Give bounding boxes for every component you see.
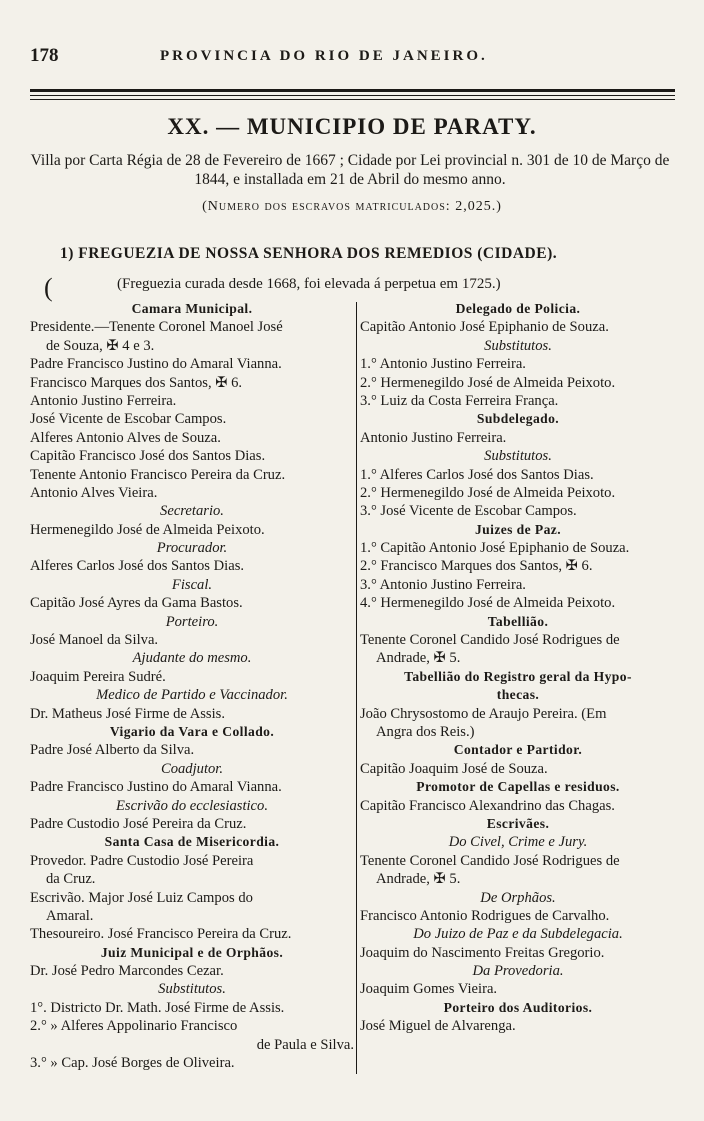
right-subsection-label: De Orphãos.: [480, 889, 556, 906]
column-divider: [356, 302, 357, 1074]
right-list-entry: Antonio Justino Ferreira.: [360, 429, 507, 446]
right-section-heading: Juizes de Paz.: [474, 521, 561, 537]
municipality-intro: Villa por Carta Régia de 28 de Fevereiro de 1667 ; Cidade por Lei provincial n. 301 de 10 de Março de 1844, e installada em 21 de Abril do mesmo anno.: [30, 152, 670, 188]
right-list-entry: 3.° José Vicente de Escobar Campos.: [360, 503, 577, 520]
left-list-entry: 2.° » Alferes Appolinario Francisco: [30, 1018, 238, 1035]
left-list-entry: 3.° » Cap. José Borges de Oliveira.: [30, 1055, 235, 1072]
slave-count-note: (Numero dos escravos matriculados: 2,025.): [202, 199, 502, 214]
right-subsection-label: Do Civel, Crime e Jury.: [448, 834, 588, 851]
parish-title: 1) FREGUEZIA DE NOSSA SENHORA DOS REMEDIOS (CIDADE).: [60, 245, 558, 262]
right-section-heading: thecas.: [496, 687, 540, 703]
right-section-heading: Contador e Partidor.: [453, 742, 583, 758]
left-section-heading: Juiz Municipal e de Orphãos.: [100, 944, 284, 960]
right-subsection-label: Do Juizo de Paz e da Subdelegacia.: [413, 926, 623, 943]
right-section-heading: Promotor de Capellas e residuos.: [416, 779, 620, 795]
right-list-entry: 1.° Capitão Antonio José Epiphanio de Souza.: [360, 540, 630, 557]
right-section-heading: Tabellião do Registro geral da Hypo-: [404, 668, 632, 684]
right-section-heading: Delegado de Policia.: [455, 301, 581, 316]
right-list-entry-continuation: Andrade, ✠ 5.: [376, 650, 461, 667]
right-list-entry: 3.° Antonio Justino Ferreira.: [360, 576, 526, 593]
left-list-entry: José Manoel da Silva.: [30, 632, 159, 649]
left-list-entry: Padre Francisco Justino do Amaral Vianna.: [30, 779, 282, 796]
header-rule-thin-lower: [30, 99, 675, 100]
left-list-entry: Escrivão. Major José Luiz Campos do: [30, 889, 253, 906]
left-subsection-label: Fiscal.: [171, 576, 213, 593]
right-list-entry: 1.° Antonio Justino Ferreira.: [360, 356, 526, 373]
left-subsection-label: Medico de Partido e Vaccinador.: [96, 687, 288, 704]
left-list-entry: Provedor. Padre Custodio José Pereira: [30, 852, 254, 869]
right-section-heading: Tabellião.: [487, 613, 549, 629]
left-list-entry-continuation: Amaral.: [46, 907, 94, 924]
left-list-entry: Dr. José Pedro Marcondes Cezar.: [30, 963, 224, 980]
parish-note: (Freguezia curada desde 1668, foi elevada á perpetua em 1725.): [117, 276, 501, 292]
page-number: 178: [30, 45, 59, 66]
right-list-entry: 2.° Hermenegildo José de Almeida Peixoto.: [360, 484, 616, 501]
right-list-entry: Joaquim do Nascimento Freitas Gregorio.: [360, 944, 605, 961]
left-column: [30, 300, 354, 1072]
left-subsection-label: Secretario.: [160, 503, 224, 520]
left-list-entry: Antonio Alves Vieira.: [30, 484, 158, 501]
right-section-heading: Escrivães.: [486, 815, 550, 831]
left-subsection-label: Ajudante do mesmo.: [132, 650, 252, 667]
left-list-entry: Hermenegildo José de Almeida Peixoto.: [30, 521, 265, 538]
right-section-heading: Subdelegado.: [476, 411, 560, 427]
left-list-entry: José Vicente de Escobar Campos.: [30, 411, 227, 428]
left-section-heading: Vigario da Vara e Collado.: [109, 723, 275, 739]
left-list-entry: Tenente Antonio Francisco Pereira da Cruz.: [30, 466, 286, 483]
right-list-entry: Capitão Antonio José Epiphanio de Souza.: [360, 319, 609, 336]
handwritten-bracket-mark: (: [44, 273, 53, 302]
left-list-entry: Capitão Francisco José dos Santos Dias.: [30, 448, 266, 465]
right-column: [360, 300, 676, 1036]
right-list-entry: 3.° Luiz da Costa Ferreira França.: [360, 392, 559, 409]
header-rule-thin: [30, 95, 675, 96]
left-subsection-label: Procurador.: [156, 540, 228, 557]
left-section-heading: Santa Casa de Misericordia.: [104, 834, 280, 850]
left-subsection-label: Porteiro.: [165, 613, 219, 630]
right-list-entry: 2.° Francisco Marques dos Santos, ✠ 6.: [360, 558, 593, 575]
right-subsection-label: Da Provedoria.: [472, 963, 564, 980]
right-list-entry: 2.° Hermenegildo José de Almeida Peixoto.: [360, 374, 616, 391]
left-list-entry: Francisco Marques dos Santos, ✠ 6.: [30, 374, 243, 391]
right-list-entry: Francisco Antonio Rodrigues de Carvalho.: [360, 907, 610, 924]
right-list-entry: João Chrysostomo de Araujo Pereira. (Em: [360, 705, 607, 722]
right-list-entry: Joaquim Gomes Vieira.: [360, 981, 498, 998]
chapter-title: XX. — MUNICIPIO DE PARATY.: [167, 114, 537, 139]
page-header: [30, 45, 670, 69]
left-list-entry: Joaquim Pereira Sudré.: [30, 668, 166, 685]
left-subsection-label: Substitutos.: [158, 981, 226, 998]
header-rule-thick: [30, 89, 675, 92]
right-list-entry-continuation: Andrade, ✠ 5.: [376, 871, 461, 888]
right-list-entry: Capitão Joaquim José de Souza.: [360, 760, 548, 777]
left-section-heading: Camara Municipal.: [131, 301, 253, 316]
left-list-entry: Antonio Justino Ferreira.: [30, 392, 177, 409]
right-list-entry: Tenente Coronel Candido José Rodrigues de: [360, 632, 620, 649]
left-list-entry: Dr. Matheus José Firme de Assis.: [30, 705, 225, 722]
left-list-entry: Padre Francisco Justino do Amaral Vianna.: [30, 356, 282, 373]
right-list-entry: 4.° Hermenegildo José de Almeida Peixoto.: [360, 595, 616, 612]
right-list-entry: Tenente Coronel Candido José Rodrigues de: [360, 852, 620, 869]
left-list-entry: Alferes Antonio Alves de Souza.: [30, 429, 221, 446]
left-list-entry-continuation: de Paula e Silva.: [256, 1036, 354, 1053]
left-list-entry-continuation: da Cruz.: [46, 871, 96, 888]
left-subsection-label: Coadjutor.: [160, 760, 224, 777]
right-subsection-label: Substitutos.: [484, 448, 552, 465]
right-list-entry: José Miguel de Alvarenga.: [360, 1018, 516, 1035]
left-list-entry: Alferes Carlos José dos Santos Dias.: [30, 558, 245, 575]
right-list-entry: 1.° Alferes Carlos José dos Santos Dias.: [360, 466, 594, 483]
left-list-entry: Padre Custodio José Pereira da Cruz.: [30, 815, 247, 832]
left-list-entry: Presidente.—Tenente Coronel Manoel José: [30, 319, 283, 336]
left-list-entry: Thesoureiro. José Francisco Pereira da Cruz.: [30, 926, 292, 943]
left-subsection-label: Escrivão do ecclesiastico.: [116, 797, 268, 814]
right-section-heading: Porteiro dos Auditorios.: [443, 999, 593, 1015]
right-subsection-label: Substitutos.: [484, 337, 552, 354]
running-head: PROVINCIA DO RIO DE JANEIRO.: [160, 48, 488, 64]
left-list-entry: 1°. Districto Dr. Math. José Firme de Assis.: [30, 999, 285, 1016]
left-list-entry: Padre José Alberto da Silva.: [30, 742, 195, 759]
left-list-entry-continuation: de Souza, ✠ 4 e 3.: [46, 337, 155, 354]
right-list-entry: Capitão Francisco Alexandrino das Chagas.: [360, 797, 615, 814]
left-list-entry: Capitão José Ayres da Gama Bastos.: [30, 595, 243, 612]
right-list-entry-continuation: Angra dos Reis.): [376, 723, 475, 740]
